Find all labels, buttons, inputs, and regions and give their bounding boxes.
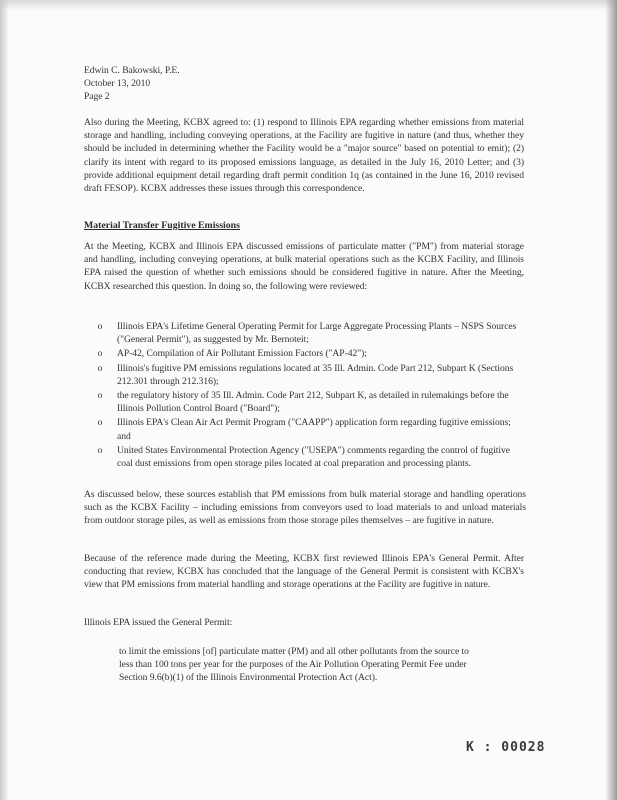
list-item-text: Illinois EPA's Lifetime General Operating Permit for Large Aggregate Processing Plants – NSPS Sources ("General Permit"), as suggested by Mr. Bernoteit; [117, 321, 517, 346]
scan-edge-top [0, 0, 617, 10]
list-item-text: Illinois EPA's Clean Air Act Permit Program ("CAAPP") application form regarding fugitive emissions; and [117, 417, 511, 442]
bullet-icon: o [97, 348, 103, 360]
general-permit-paragraph: Because of the reference made during the Meeting, KCBX first reviewed Illinois EPA's General Permit. After conducting that review, KCBX has concluded that the language of the General Permit is consistent with KCBX's view that PM emissions from material handling and storage operations at the Facility are fugitive in nature. [84, 553, 524, 591]
bullet-icon: o [97, 362, 103, 374]
page-number: Page 2 [84, 91, 110, 102]
block-quote: to limit the emissions [of] particulate matter (PM) and all other pollutants from the source to less than 100 tons per year for the purposes of the Air Pollution Operating Permit Fee under Section 9.6(b)(1) of the Illinois Environmental Protection Act (Act). [119, 646, 469, 684]
discussion-paragraph: As discussed below, these sources establish that PM emissions from bulk material storage and handling operations such as the KCBX Facility – including emissions from conveyors used to load materials to and unload materials from outdoor storage piles, as well as emissions from those storage piles themselves – are fugitive in nature. [84, 489, 526, 527]
section-paragraph: At the Meeting, KCBX and Illinois EPA discussed emissions of particulate matter ("PM") from material storage and handling, including conveying operations, at bulk material operations such as the KCBX Facility, and Illinois EPA raised the question of whether such emissions should be considered fugitive in nature. After the Meeting, KCBX researched this question. In doing so, the following were reviewed: [84, 241, 524, 292]
list-item [97, 389, 522, 415]
list-item [97, 347, 522, 360]
list-item [97, 320, 522, 346]
bates-stamp: K : 00028 [466, 740, 546, 755]
list-item [97, 444, 522, 470]
list-item [97, 362, 522, 388]
scan-edge-right [605, 0, 617, 800]
list-item-text: United States Environmental Protection Agency ("USEPA") comments regarding the control of fugitive coal dust emissions from open storage piles located at coal preparation and processing plants. [117, 444, 510, 470]
intro-paragraph: Also during the Meeting, KCBX agreed to: (1) respond to Illinois EPA regarding whether emissions from material storage and handling, including conveying operations, at the Facility are fugitive in nature (and thus, whether they should be included in determining whether the Facility would be a "major source" based on potential to emit); (2) clarify its intent with regard to its proposed emissions language, as detailed in the July 16, 2010 Letter; and (3) provide additional equipment detail regarding draft permit condition 1q (as contained in the June 16, 2010 revised draft FESOP). KCBX addresses these issues through this correspondence. [84, 117, 524, 195]
list-item-text: AP-42, Compilation of Air Pollutant Emission Factors ("AP-42"); [117, 348, 367, 360]
scan-edge-left [0, 0, 9, 800]
bullet-icon: o [97, 444, 103, 456]
reviewed-sources-list [97, 320, 522, 471]
bullet-icon: o [97, 390, 103, 402]
list-item-text: Illinois's fugitive PM emissions regulations located at 35 Ill. Admin. Code Part 212, Subpart K (Sections 212.301 through 212.316); [117, 362, 514, 387]
section-heading: Material Transfer Fugitive Emissions [84, 220, 240, 231]
issued-line: Illinois EPA issued the General Permit: [84, 617, 233, 628]
list-item [97, 416, 522, 442]
recipient-name: Edwin C. Bakowski, P.E. [84, 65, 180, 76]
list-item-text: the regulatory history of 35 Ill. Admin. Code Part 212, Subpart K, as detailed in rulemakings before the Illinois Pollution Control Board ("Board"); [117, 390, 509, 415]
bullet-icon: o [97, 321, 103, 332]
bullet-icon: o [97, 417, 103, 429]
letter-date: October 13, 2010 [84, 78, 151, 89]
